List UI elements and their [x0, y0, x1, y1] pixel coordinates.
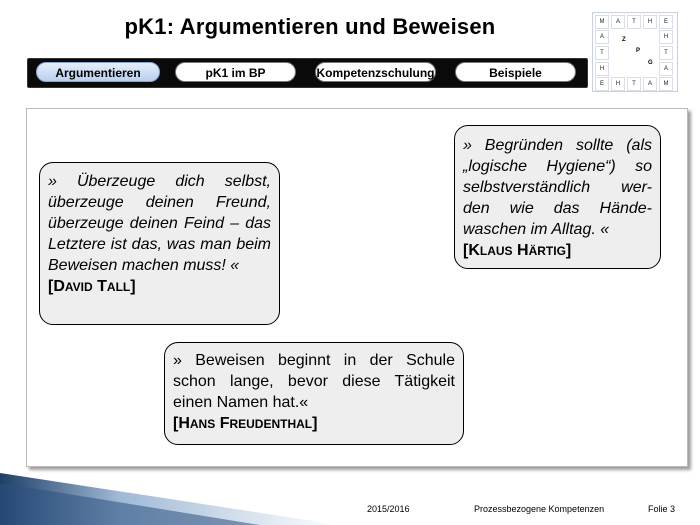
logo-letter: M	[659, 77, 673, 91]
quote-author: [KLAUS HÄRTIG]	[463, 242, 572, 259]
logo-letter: T	[595, 46, 609, 60]
logo-letter: T	[627, 15, 641, 29]
logo-letter: E	[659, 15, 673, 29]
logo-letter: T	[627, 77, 641, 91]
logo-letter: A	[659, 62, 673, 76]
quote-box-haertig	[454, 125, 661, 269]
quote-box-freudenthal	[164, 342, 464, 445]
quote-author: [DAVID TALL]	[48, 278, 136, 295]
logo-inner-letter: G	[648, 60, 653, 66]
logo-letter: A	[643, 77, 657, 91]
footer-topic: Prozessbezogene Kompetenzen	[474, 504, 605, 514]
nav-button-pk1-im-bp[interactable]: pK1 im BP	[175, 62, 296, 82]
logo-letter: H	[595, 62, 609, 76]
logo-letter: E	[595, 77, 609, 91]
nav-button-argumentieren[interactable]: Argumentieren	[36, 62, 160, 82]
quote-text: » Begründen sollte (als „logische Hygiene“) so selbstverständlich wer-den wie das Hände-waschen im Alltag. «	[463, 137, 652, 238]
logo-letter: M	[595, 15, 609, 29]
footer-slide-number: Folie 3	[648, 504, 676, 514]
logo-letter: H	[643, 15, 657, 29]
logo-letter: H	[659, 30, 673, 44]
logo-letter: A	[595, 30, 609, 44]
nav-button-beispiele[interactable]: Beispiele	[455, 62, 576, 82]
logo-inner-letter: Z	[622, 37, 626, 43]
quote-text: » Beweisen beginnt in der Schule schon lange, bevor diese Tätigkeit einen Namen hat.«	[173, 352, 455, 411]
logo-letter: T	[659, 46, 673, 60]
quote-text: » Überzeuge dich selbst, überzeuge deinen Freund, überzeuge deinen Feind – das Letztere ist das, was man beim Beweisen machen muss! «	[48, 173, 271, 274]
footer-wedge-decoration	[0, 453, 700, 525]
logo-letter: A	[611, 15, 625, 29]
content-panel	[26, 108, 688, 467]
logo-letter: H	[611, 77, 625, 91]
nav-button-kompetenzschulung[interactable]: Kompetenzschulung	[315, 62, 436, 82]
footer-year: 2015/2016	[367, 504, 410, 514]
quote-box-tall	[39, 162, 280, 325]
slide-title: pK1: Argumentieren und Beweisen	[124, 14, 496, 39]
navigation-bar	[27, 58, 588, 88]
mathe-logo	[592, 12, 678, 92]
quote-author: [HANS FREUDENTHAL]	[173, 415, 318, 432]
logo-inner-letter: P	[636, 48, 641, 54]
